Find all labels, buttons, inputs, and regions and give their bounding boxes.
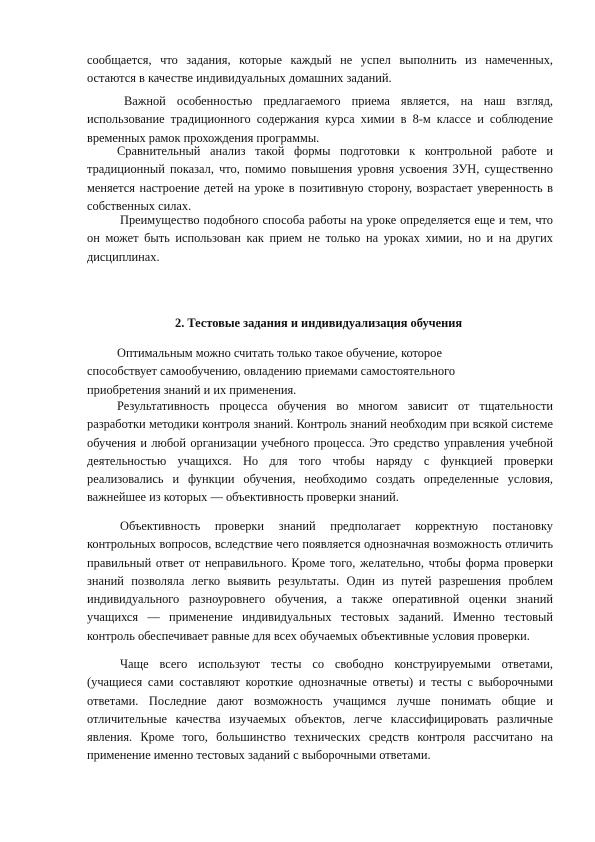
- section-heading: 2. Тестовые задания и индивидуализация обучения: [175, 316, 463, 330]
- paragraph-homework-continuation: сообщается, что задания, которые каждый не успел выполнить из намеченных, остаются в качестве индивидуальных домашних заданий.: [87, 53, 553, 86]
- paragraph-optimal-learning: Оптимальным можно считать только такое обучение, которое способствует самообучению, овладению приемами самостоятельного приобретения знаний и их применения.: [87, 346, 456, 397]
- paragraph-method-advantage: Преимущество подобного способа работы на уроке определяется еще и тем, что он может быть использован как прием не только на уроках химии, но и на других дисциплинах.: [87, 213, 553, 264]
- paragraph-method-feature: Важной особенностью предлагаемого приема является, на наш взгляд, использование традиционного содержания курса химии в 8-м классе и соблюдение временных рамок прохождения программы.: [87, 94, 553, 145]
- paragraph-test-types: Чаще всего используют тесты со свободно конструируемыми ответами, (учащиеся сами составляют короткие однозначные ответы) и тесты с выборочными ответами. Последние дают возможность учащимся лучше понимать общие и отличительные качества изучаемых объектов, легче классифицировать различные явления. Кроме того, большинство технических средств контроля рассчитано на применение именно тестовых заданий с выборочными ответами.: [87, 657, 553, 763]
- paragraph-comparative-analysis: Сравнительный анализ такой формы подготовки к контрольной работе и традиционный показал, что, помимо повышения уровня усвоения ЗУН, существенно меняется настроение детей на уроке в позитивную сторону, возрастает уверенность в собственных силах.: [87, 144, 553, 213]
- paragraph-objective-testing: Объективность проверки знаний предполагает корректную постановку контрольных вопросов, вследствие чего появляется однозначная возможность отличить правильный ответ от неправильного. Кроме того, желательно, чтобы форма проверки знаний позволяла легко выявить результаты. Один из путей разрешения проблем индивидуального разноуровнего обучения, а также оперативной оценки знаний учащихся — применение индивидуальных тестовых заданий. Именно тестовый контроль обеспечивает равные для всех обучаемых объективные условия проверки.: [87, 519, 553, 643]
- paragraph-learning-effectiveness: Результативность процесса обучения во многом зависит от тщательности разработки методики контроля знаний. Контроль знаний необходим при всякой системе обучения и любой организации учебного процесса. Это средство управления учебной деятельностью учащихся. Но для того чтобы наряду с функцией проверки реализовались и функции обучения, необходимо создать определенные условия, важнейшее из которых — объективность проверки знаний.: [87, 399, 553, 505]
